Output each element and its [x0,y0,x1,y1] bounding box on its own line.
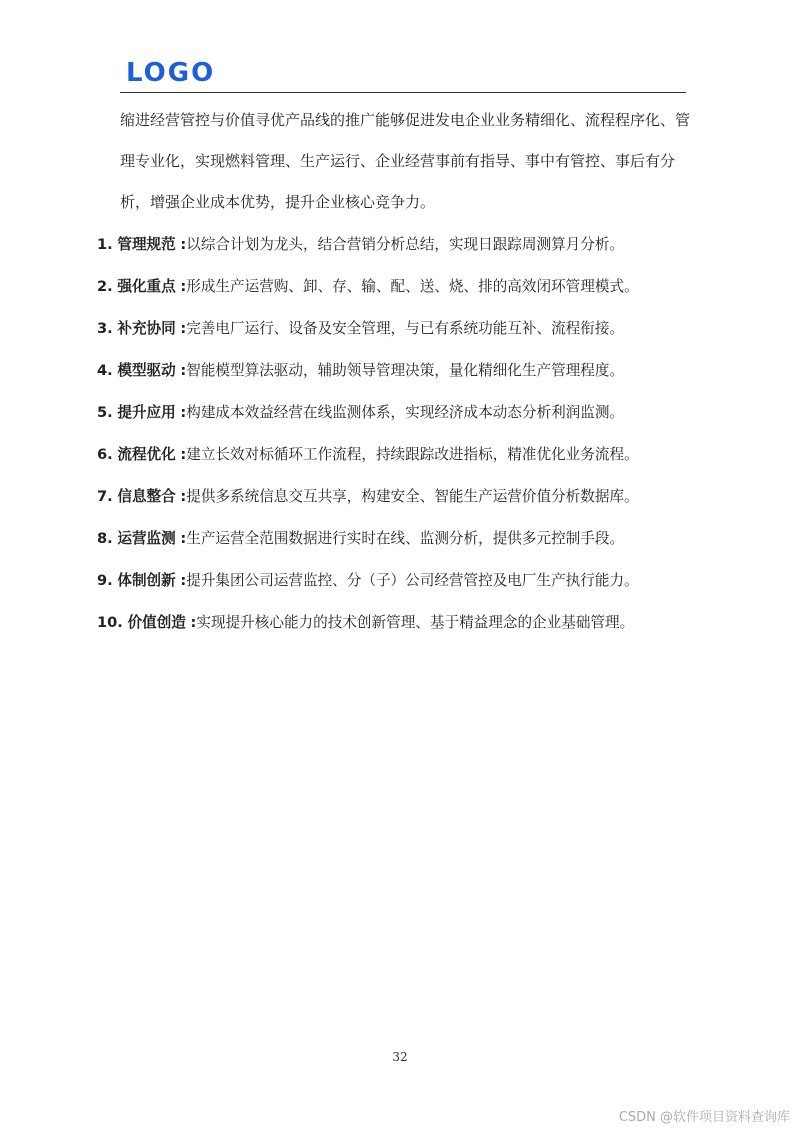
item-colon: : [180,236,187,253]
item-description: 以综合计划为龙头，结合营销分析总结，实现日跟踪周测算月分析。 [186,236,625,253]
page-number: 32 [392,1050,408,1064]
item-description: 形成生产运营购、卸、存、输、配、送、烧、排的高效闭环管理模式。 [186,278,639,295]
logo: LOGO [126,58,216,88]
item-number: 7. [97,488,113,505]
item-colon: : [180,530,187,547]
list-item [97,522,697,564]
item-term: 提升应用 [117,404,176,421]
item-term: 流程优化 [117,446,176,463]
item-description: 生产运营全范围数据进行实时在线、监测分析，提供多元控制手段。 [186,530,625,547]
item-term: 强化重点 [117,278,176,295]
list-item [97,564,697,606]
item-colon: : [190,614,197,631]
item-description: 智能模型算法驱动，辅助领导管理决策，量化精细化生产管理程度。 [186,362,625,379]
item-number: 1. [97,236,113,253]
watermark: CSDN @软件项目资料查询库 [618,1110,790,1125]
item-colon: : [180,446,187,463]
item-term: 价值创造 [127,614,186,631]
item-number: 6. [97,446,113,463]
item-colon: : [180,362,187,379]
list-item [97,396,697,438]
item-colon: : [180,572,187,589]
item-number: 8. [97,530,113,547]
item-term: 运营监测 [117,530,176,547]
list-item [97,438,697,480]
item-number: 3. [97,320,113,337]
list-item [97,354,697,396]
item-colon: : [180,278,187,295]
feature-list [97,228,697,648]
item-term: 体制创新 [117,572,176,589]
item-number: 2. [97,278,113,295]
item-description: 建立长效对标循环工作流程，持续跟踪改进指标，精准优化业务流程。 [186,446,639,463]
page-header [120,58,686,93]
list-item [97,312,697,354]
list-item [97,480,697,522]
item-term: 信息整合 [117,488,176,505]
item-number: 5. [97,404,113,421]
item-number: 10. [97,614,123,631]
item-number: 9. [97,572,113,589]
item-description: 构建成本效益经营在线监测体系，实现经济成本动态分析利润监测。 [186,404,625,421]
item-term: 管理规范 [117,236,176,253]
item-colon: : [180,320,187,337]
item-description: 完善电厂运行、设备及安全管理，与已有系统功能互补、流程衔接。 [186,320,625,337]
list-item [97,270,697,312]
item-colon: : [180,488,187,505]
item-term: 模型驱动 [117,362,176,379]
item-description: 提供多系统信息交互共享，构建安全、智能生产运营价值分析数据库。 [186,488,639,505]
list-item [97,606,697,648]
item-number: 4. [97,362,113,379]
list-item [97,228,697,270]
item-description: 提升集团公司运营监控、分（子）公司经营管控及电厂生产执行能力。 [186,572,639,589]
item-term: 补充协同 [117,320,176,337]
item-colon: : [180,404,187,421]
intro-paragraph: 缩进经营管控与价值寻优产品线的推广能够促进发电企业业务精细化、流程程序化、管理专业化，实现燃料管理、生产运行、企业经营事前有指导、事中有管控、事后有分析，增强企业成本优势，提升企业核心竞争力。 [120,111,691,211]
item-description: 实现提升核心能力的技术创新管理、基于精益理念的企业基础管理。 [196,614,635,631]
